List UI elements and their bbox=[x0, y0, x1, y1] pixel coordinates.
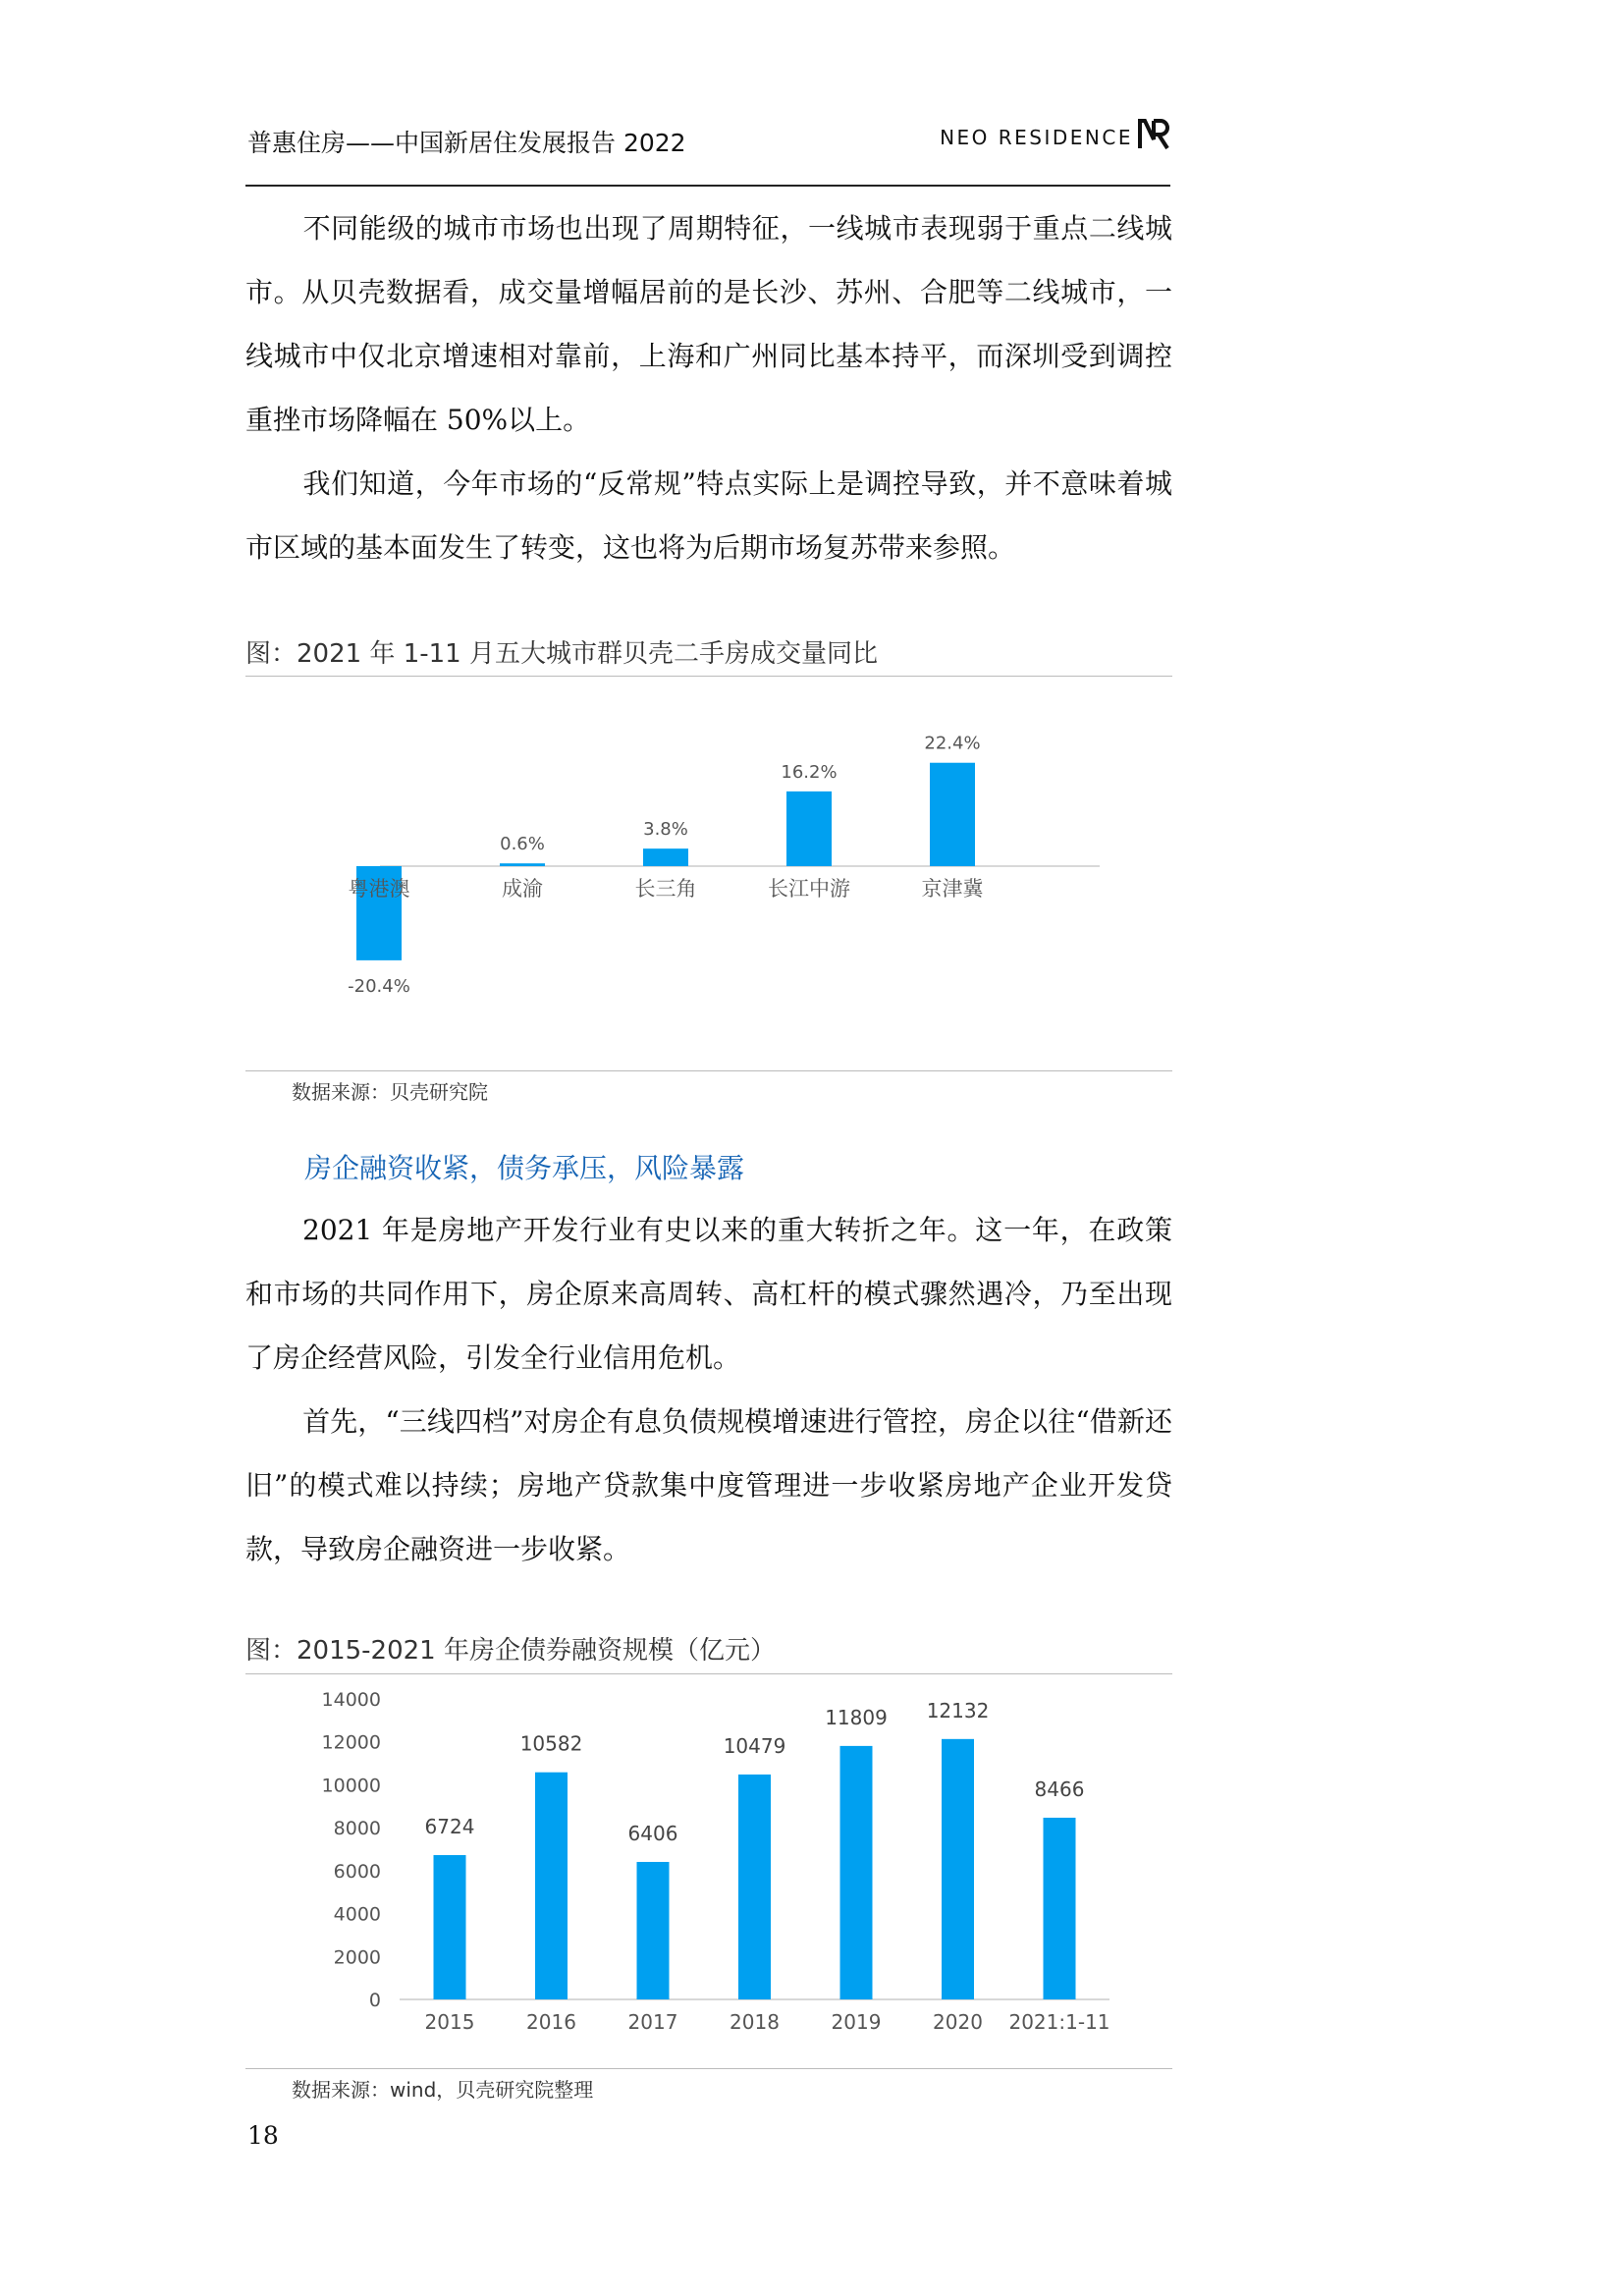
chart2-data-label: 11809 bbox=[825, 1705, 888, 1729]
chart1-data-label: 3.8% bbox=[643, 819, 688, 841]
chart1-category-label: 长三角 bbox=[634, 877, 697, 901]
chart1-category-label: 京津冀 bbox=[921, 877, 984, 901]
chart2-category-label: 2019 bbox=[831, 2010, 882, 2034]
chart2-bar-3 bbox=[738, 1775, 771, 1999]
figure2-bottom-rule bbox=[245, 2068, 1172, 2069]
page-header bbox=[245, 116, 1170, 187]
figure2-source: 数据来源：wind，贝壳研究院整理 bbox=[292, 2078, 594, 2102]
chart1-bar-3 bbox=[786, 792, 832, 866]
chart2-bar-2 bbox=[637, 1862, 670, 1999]
figure2-caption: 图：2015-2021 年房企债券融资规模（亿元） bbox=[245, 1636, 776, 1666]
chart2-category-label: 2017 bbox=[627, 2010, 678, 2034]
paragraph-three-red-lines bbox=[245, 1390, 1172, 1581]
chart1-data-label: 22.4% bbox=[924, 733, 981, 754]
chart2-bar-5 bbox=[942, 1739, 974, 1999]
section-title: 房企融资收紧，债务承压，风险暴露 bbox=[304, 1152, 745, 1184]
chart2-y-tick-label: 6000 bbox=[333, 1860, 381, 1883]
chart2-category-label: 2015 bbox=[424, 2010, 475, 2034]
chart2-y-tick-label: 4000 bbox=[333, 1903, 381, 1926]
chart2-category-label: 2018 bbox=[730, 2010, 780, 2034]
chart1-category-label: 长江中游 bbox=[768, 877, 850, 901]
figure2-top-rule bbox=[245, 1673, 1172, 1674]
chart1-data-label: -20.4% bbox=[348, 975, 410, 997]
chart2-data-label: 10582 bbox=[519, 1731, 583, 1756]
chart-bond-financing bbox=[245, 1675, 1172, 2068]
chart2-data-label: 6724 bbox=[424, 1815, 475, 1839]
chart1-bar-2 bbox=[643, 848, 688, 866]
chart2-y-tick-label: 14000 bbox=[321, 1689, 381, 1711]
chart2-bar-0 bbox=[434, 1855, 466, 1999]
chart2-bar-4 bbox=[840, 1746, 873, 1999]
chart2-y-tick-label: 10000 bbox=[321, 1775, 381, 1797]
chart2-category-label: 2020 bbox=[933, 2010, 983, 2034]
report-title: 普惠住房——中国新居住发展报告 2022 bbox=[247, 129, 686, 157]
paragraph-text: 首先，“三线四档”对房企有息负债规模增速进行管控，房企以往“借新还旧”的模式难以持续；房地产贷款集中度管理进一步收紧房地产企业开发贷款，导致房企融资进一步收紧。 bbox=[245, 1405, 1172, 1565]
chart2-data-label: 10479 bbox=[723, 1733, 786, 1758]
figure1-top-rule bbox=[245, 676, 1172, 677]
nr-logo-icon bbox=[1137, 118, 1170, 151]
chart2-data-label: 6406 bbox=[627, 1821, 678, 1845]
figure1-source: 数据来源：贝壳研究院 bbox=[292, 1080, 488, 1104]
chart2-data-label: 12132 bbox=[926, 1698, 990, 1722]
paragraph-text: 不同能级的城市市场也出现了周期特征，一线城市表现弱于重点二线城市。从贝壳数据看，成交量增幅居前的是长沙、苏州、合肥等二线城市，一线城市中仅北京增速相对靠前，上海和广州同比基本持平，而深圳受到调控重挫市场降幅在 50%以上。 bbox=[245, 212, 1172, 436]
brand-name: NEO RESIDENCE bbox=[940, 126, 1133, 149]
chart1-category-label: 粤港澳 bbox=[348, 877, 410, 901]
chart1-bar-1 bbox=[500, 863, 545, 866]
chart2-y-tick-label: 0 bbox=[368, 1990, 381, 2011]
chart2-bar-6 bbox=[1044, 1818, 1076, 1999]
figure1-bottom-rule bbox=[245, 1070, 1172, 1071]
chart2-bar-1 bbox=[535, 1773, 568, 1999]
chart-city-cluster-yoy bbox=[245, 678, 1172, 1070]
paragraph-market-anomaly bbox=[245, 452, 1172, 579]
chart2-category-label: 2021:1-11 bbox=[1008, 2010, 1110, 2034]
page-number: 18 bbox=[247, 2121, 279, 2150]
paragraph-text: 我们知道，今年市场的“反常规”特点实际上是调控导致，并不意味着城市区域的基本面发生了转变，这也将为后期市场复苏带来参照。 bbox=[245, 467, 1172, 564]
figure1-caption: 图：2021 年 1-11 月五大城市群贝壳二手房成交量同比 bbox=[245, 639, 878, 669]
chart1-data-label: 16.2% bbox=[781, 761, 838, 783]
chart2-category-label: 2016 bbox=[526, 2010, 576, 2034]
paragraph-text: 2021 年是房地产开发行业有史以来的重大转折之年。这一年，在政策和市场的共同作用下，房企原来高周转、高杠杆的模式骤然遇冷，乃至出现了房企经营风险，引发全行业信用危机。 bbox=[245, 1214, 1172, 1374]
chart1-data-label: 0.6% bbox=[500, 834, 545, 855]
chart2-y-tick-label: 12000 bbox=[321, 1731, 381, 1754]
paragraph-2021-turning-point bbox=[245, 1198, 1172, 1390]
paragraph-city-tiers bbox=[245, 196, 1172, 452]
chart1-category-label: 成渝 bbox=[502, 877, 543, 901]
chart2-y-tick-label: 2000 bbox=[333, 1946, 381, 1969]
chart2-y-tick-label: 8000 bbox=[333, 1818, 381, 1840]
chart1-bar-4 bbox=[930, 763, 975, 866]
chart2-data-label: 8466 bbox=[1034, 1777, 1085, 1801]
